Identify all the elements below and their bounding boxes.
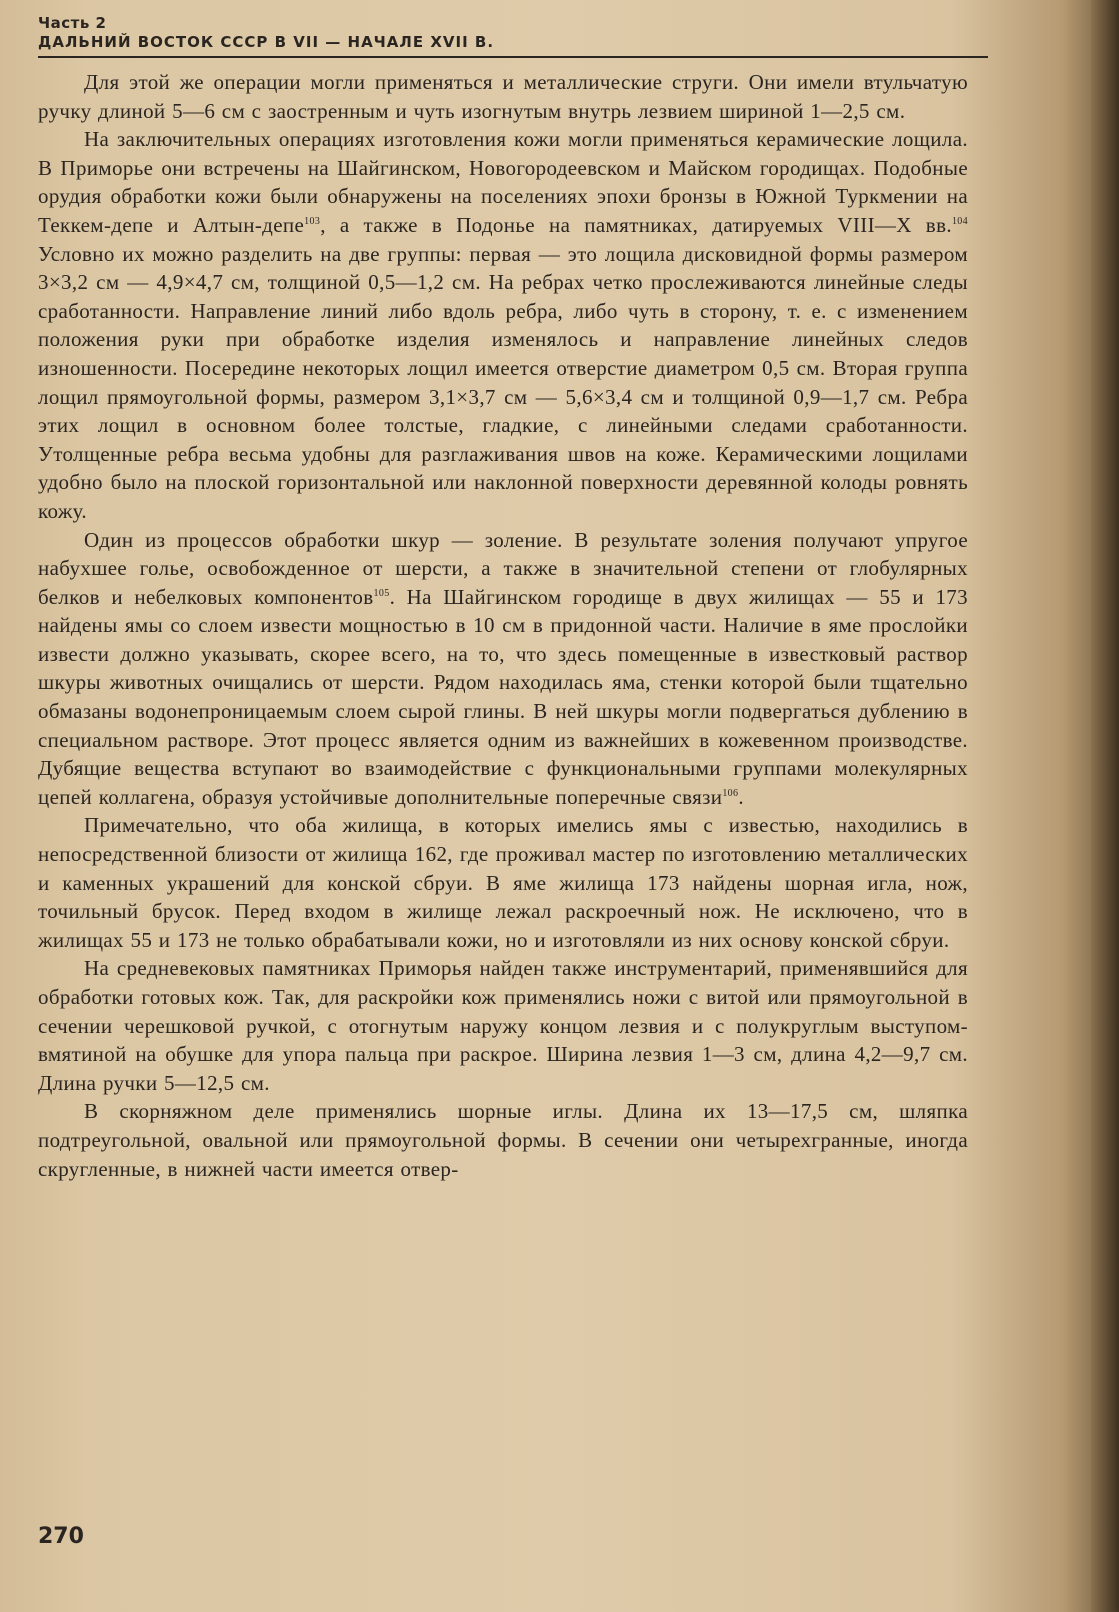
paragraph-text: Для этой же операции могли применяться и металлические струги. Они имели втульчатую ручку длиной 5—6 см с заостренным и чуть изогнутым внутрь лезвием шириной 1—2,5 см.	[38, 70, 968, 123]
paragraph-text: .	[738, 784, 744, 809]
paragraph-text: . На Шайгинском городище в двух жилищах — 55 и 173 найдены ямы со слоем извести мощностью в 10 см в придонной части. Наличие в яме прослойки извести должно указывать, скорее всего, на то, что здесь помещенные в известковый раствор шкуры животных очищались от шерсти. Рядом находилась яма, стенки которой были тщательно обмазаны водонепроницаемым слоем сырой глины. В ней шкуры могли подвергаться дублению в специальном растворе. Этот процесс является одним из важнейших в кожевенном производстве. Дубящие вещества вступают во взаимодействие с функциональными группами молекулярных цепей коллагена, образуя устойчивые дополнительные поперечные связи	[38, 584, 968, 809]
paragraph-2	[38, 125, 968, 525]
book-spine-shadow	[1091, 0, 1119, 1612]
paragraph-text: На средневековых памятниках Приморья найден также инструментарий, применявшийся для обработки готовых кож. Так, для раскройки кож применялись ножи с витой или прямоугольной в сечении черешковой ручкой, с отогнутым наружу концом лезвия и с полукруглым выступом-вмятиной на обушке для упора пальца при раскрое. Ширина лезвия 1—3 см, длина 4,2—9,7 см. Длина ручки 5—12,5 см.	[38, 956, 968, 1095]
paragraph-text: , а также в Подонье на памятниках, датируемых VIII—X вв.	[320, 212, 952, 237]
chapter-title: ДАЛЬНИЙ ВОСТОК СССР В VII — НАЧАЛЕ XVII В.	[38, 33, 495, 51]
paragraph-1	[38, 68, 968, 125]
paragraph-5	[38, 954, 968, 1097]
footnote-ref: 105	[373, 587, 390, 599]
header-rule	[38, 56, 988, 58]
paragraph-3	[38, 526, 968, 812]
body-text	[38, 68, 968, 1183]
paragraph-text: Один из процессов обработки шкур — золение. В результате золения получают упругое набухшее голье, освобожденное от шерсти, а также в значительной степени от глобулярных белков и небелковых компонентов	[38, 527, 968, 609]
paragraph-text: В скорняжном деле применялись шорные иглы. Длина их 13—17,5 см, шляпка подтреугольной, овальной или прямоугольной формы. В сечении они четырехгранные, иногда скругленные, в нижней части имеется отвер-	[38, 1099, 968, 1181]
paragraph-text: На заключительных операциях изготовления кожи могли применяться керамические лощила. В Приморье они встречены на Шайгинском, Новогородеевском и Майском городищах. Подобные орудия обработки кожи были обнаружены на поселениях эпохи бронзы в Южной Туркмении на Теккем-депе и Алтын-депе	[38, 127, 968, 237]
footnote-ref: 103	[304, 215, 321, 227]
running-head	[38, 14, 998, 58]
paragraph-6	[38, 1097, 968, 1183]
footnote-ref: 104	[951, 215, 969, 227]
paragraph-text: Примечательно, что оба жилища, в которых имелись ямы с известью, находились в непосредственной близости от жилища 162, где проживал мастер по изготовлению металлических и каменных украшений для конской сбруи. В яме жилища 173 найдены шорная игла, нож, точильный брусок. Перед входом в жилище лежал раскроечный нож. Не исключено, что в жилищах 55 и 173 не только обрабатывали кожи, но и изготовляли из них основу конской сбруи.	[38, 813, 968, 952]
paragraph-4	[38, 811, 968, 954]
page-number: 270	[38, 1524, 84, 1549]
paragraph-text: Условно их можно разделить на две группы: первая — это лощила дисковидной формы размером 3×3,2 см — 4,9×4,7 см, толщиной 0,5—1,2 см. На ребрах четко прослеживаются линейные следы сработанности. Направление линий либо вдоль ребра, либо чуть в сторону, т. е. с изменением положения руки при обработке изделия изменялось и направление линейных следов изношенности. Посередине некоторых лощил имеется отверстие диаметром 0,5 см. Вторая группа лощил прямоугольной формы, размером 3,1×3,7 см — 5,6×3,4 см и толщиной 0,9—1,7 см. Ребра этих лощил в основном более толстые, гладкие, с линейными следами сработанности. Утолщенные ребра весьма удобны для разглаживания швов на коже. Керамическими лощилами удобно было на плоской горизонтальной или наклонной поверхности деревянной колоды ровнять кожу.	[38, 241, 968, 523]
footnote-ref: 106	[722, 787, 739, 799]
part-label: Часть 2	[38, 14, 107, 32]
